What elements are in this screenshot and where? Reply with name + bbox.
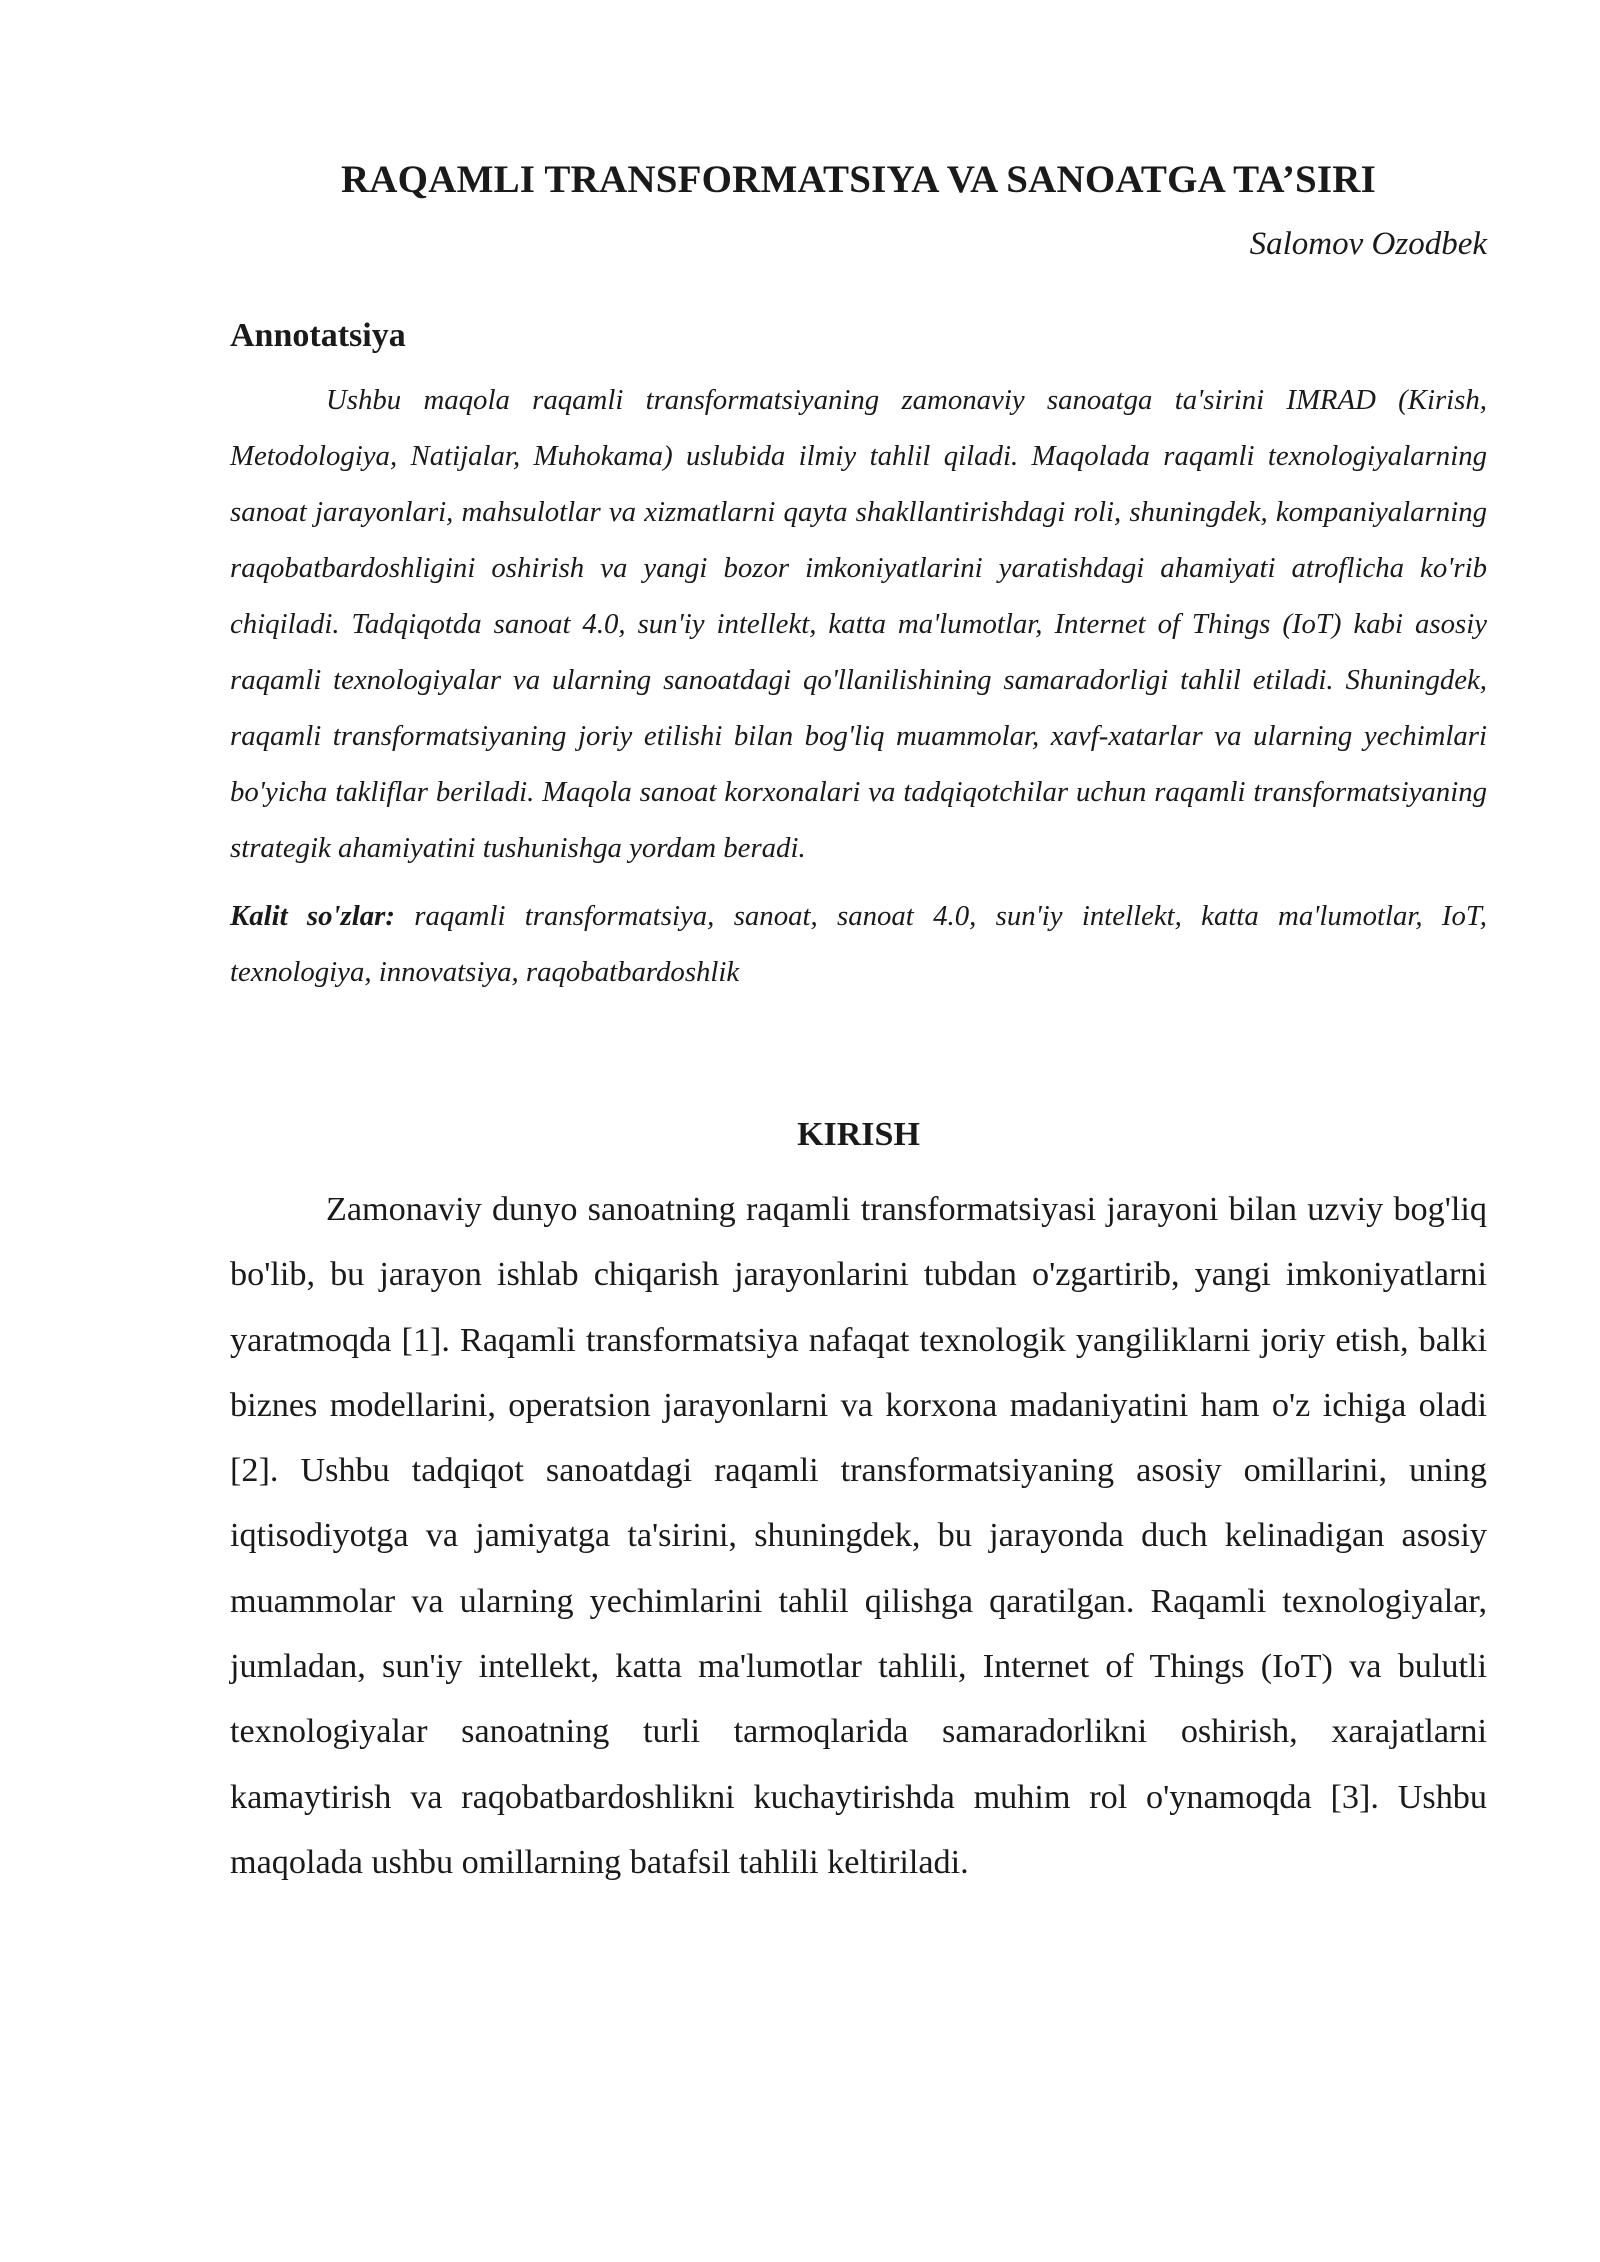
abstract-section [230, 310, 1487, 1000]
introduction-section [230, 1105, 1487, 1895]
introduction-paragraph: Zamonaviy dunyo sanoatning raqamli transformatsiyasi jarayoni bilan uzviy bog'liq bo'lib, bu jarayon ishlab chiqarish jarayonlarini tubdan o'zgartirib, yangi imkoniyatlarni yaratmoqda [1]. Raqamli transformatsiya nafaqat texnologik yangiliklarni joriy etish, balki biznes modellarini, operatsion jarayonlarni va korxona madaniyatini ham o'z ichiga oladi [2]. Ushbu tadqiqot sanoatdagi raqamli transformatsiyaning asosiy omillarini, uning iqtisodiyotga va jamiyatga ta'sirini, shuningdek, bu jarayonda duch kelinadigan asosiy muammolar va ularning yechimlarini tahlil qilishga qaratilgan. Raqamli texnologiyalar, jumladan, sun'iy intellekt, katta ma'lumotlar tahlili, Internet of Things (IoT) va bulutli texnologiyalar sanoatning turli tarmoqlarida samaradorlikni oshirish, xarajatlarni kamaytirish va raqobatbardoshlikni kuchaytirishda muhim rol o'ynamoqda [3]. Ushbu maqolada ushbu omillarning batafsil tahlili keltiriladi. [230, 1191, 1487, 1881]
keywords-paragraph [230, 888, 1487, 1000]
abstract-heading: Annotatsiya [230, 317, 406, 354]
author-name: Salomov Ozodbek [1249, 226, 1487, 262]
introduction-heading: KIRISH [797, 1116, 920, 1153]
keywords-list: raqamli transformatsiya, sanoat, sanoat 4.0, sun'iy intellekt, katta ma'lumotlar, IoT, texnologiya, innovatsiya, raqobatbardoshlik [230, 900, 1487, 988]
page-content [230, 150, 1487, 1895]
paper-title: RAQAMLI TRANSFORMATSIYA VA SANOATGA TA’SIRI [340, 158, 1377, 201]
keywords-label: Kalit so'zlar: [230, 900, 395, 932]
abstract-paragraph: Ushbu maqola raqamli transformatsiyaning zamonaviy sanoatga ta'sirini IMRAD (Kirish, Metodologiya, Natijalar, Muhokama) uslubida ilmiy tahlil qiladi. Maqolada raqamli texnologiyalarning sanoat jarayonlari, mahsulotlar va xizmatlarni qayta shakllantirishdagi roli, shuningdek, kompaniyalarning raqobatbardoshligini oshirish va yangi bozor imkoniyatlarini yaratishdagi ahamiyati atroflicha ko'rib chiqiladi. Tadqiqotda sanoat 4.0, sun'iy intellekt, katta ma'lumotlar, Internet of Things (IoT) kabi asosiy raqamli texnologiyalar va ularning sanoatdagi qo'llanilishining samaradorligi tahlil etiladi. Shuningdek, raqamli transformatsiyaning joriy etilishi bilan bog'liq muammolar, xavf-xatarlar va ularning yechimlari bo'yicha takliflar beriladi. Maqola sanoat korxonalari va tadqiqotchilar uchun raqamli transformatsiyaning strategik ahamiyatini tushunishga yordam beradi. [230, 384, 1487, 864]
